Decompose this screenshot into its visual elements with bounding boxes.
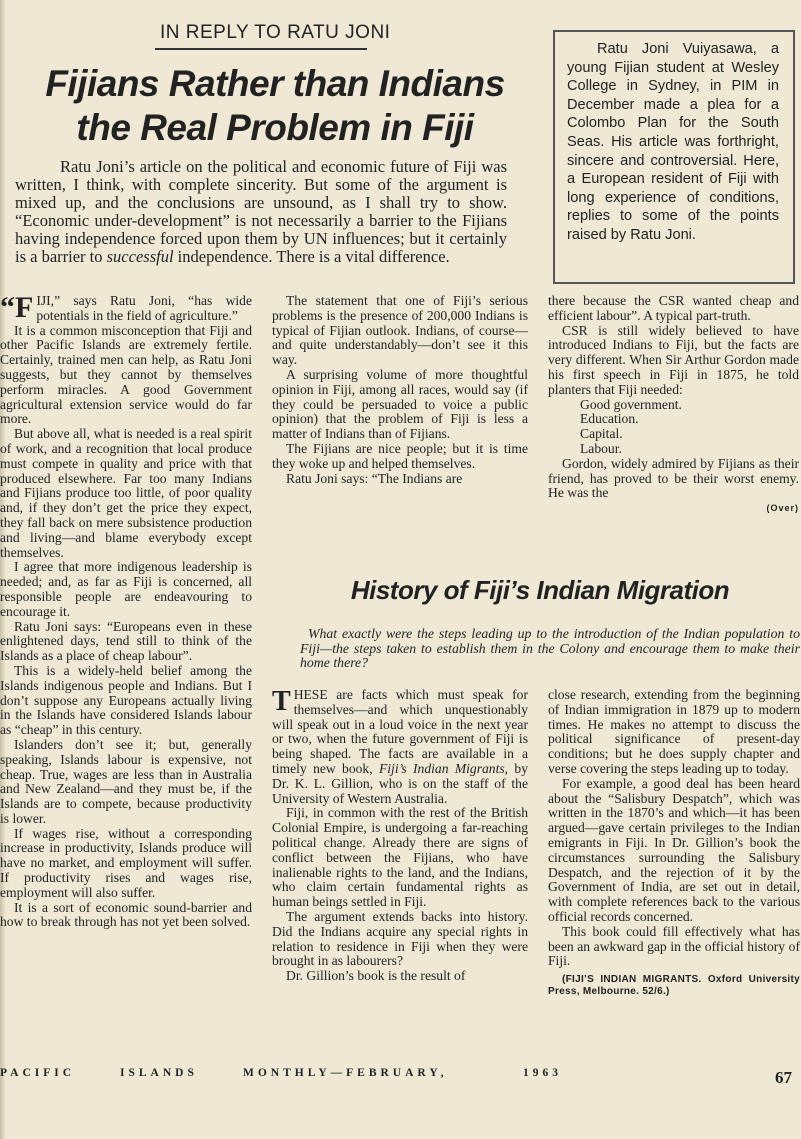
section-intro: What exactly were the steps leading up to the introduction of the Indian population to Fiji—the steps taken to establish them in the Colony and encourage them to make their home there?: [300, 626, 800, 670]
lead-paragraph: Ratu Joni’s article on the political and economic future of Fiji was written, I think, with complete sincerity. But some of the argument is mixed up, and the conclusions are unsound, as I shall try to show. “Economic under-development” is not necessarily a barrier to the Fijians having independence forced upon them by UN influences; but it certainly is a barrier to successful independence. There is a vital difference.: [15, 157, 507, 266]
list-item: Good government.: [580, 396, 682, 412]
footer-monthly-february: MONTHLY—FEBRUARY,: [243, 1067, 448, 1079]
section-column-1: [272, 688, 528, 984]
book-citation: (FIJI’S INDIAN MIGRANTS. Oxford University Press, Melbourne. 52/6.): [548, 974, 800, 998]
page-number: 67: [775, 1068, 792, 1087]
paragraph: Fiji, in common with the rest of the British Colonial Empire, is undergoing a far-reaching political change. Already there are signs of conflict between the Fijians, who have inalienable rights to the land, and the Indians, who claim certain fundamental rights as human beings settled in Fiji.: [272, 805, 528, 910]
paragraph: It is a common misconception that Fiji and other Pacific Islands are extremely fertile. Certainly, trained men can help, as Ratu Joni suggests, but they cannot by themselves perform miracles. A good Government agricultural extension service would do far more.: [0, 322, 252, 427]
headline-line-2: the Real Problem in Fiji: [76, 107, 474, 148]
paragraph: This book could fill effectively what has been an awkward gap in the official history of Fiji.: [548, 923, 800, 969]
lead-emphasis: successful: [106, 247, 174, 266]
article-column-2: [272, 294, 528, 486]
paragraph: The statement that one of Fiji’s serious problems is the presence of 200,000 Indians is typical of Fijian outlook. Indians, of course—and quite understandably—don’t see it this way.: [272, 293, 528, 368]
footer-year: 1963: [523, 1067, 562, 1079]
paragraph: close research, extending from the beginning of Indian immigration in 1879 up to modern times. He makes no attempt to discuss the political significance of present-day conditions; but he does supply chapter and verse covering the steps leading up to today.: [548, 687, 800, 776]
paragraph: there because the CSR wanted cheap and efficient labour”. A typical part-truth.: [548, 293, 799, 323]
drop-cap: T: [272, 686, 291, 717]
paragraph: Islanders don’t see it; but, generally speaking, Islands labour is expensive, not cheap. True, wages are less than in Australia and New Zealand—and they must be, if the Islands are to compete, because productivity is lower.: [0, 736, 252, 826]
section-heading: History of Fiji’s Indian Migration: [350, 575, 730, 605]
paragraph: It is a sort of economic sound-barrier and how to break through has not yet been solved.: [0, 899, 252, 930]
section-column-2: [548, 688, 800, 998]
paragraph: The Fijians are nice people; but it is time they woke up and helped themselves.: [272, 440, 528, 471]
paragraph: A surprising volume of more thoughtful opinion in Fiji, among all races, would say (if they could be persuaded to voice a public opinion) that the problem of Fiji is less a matter of Indians than of Fijians.: [272, 366, 528, 442]
article-column-3: [548, 294, 799, 516]
paragraph: For example, a good deal has been heard about the “Salisbury Despatch”, which was written in the 1870’s and which—it has been argued—gave certain privileges to the Indian emigrants in Fiji. In Dr. Gillion’s book the circumstances surrounding the Salisbury Despatch, and the rejection of it by the Government of India, are set out in detail, with complete references back to the various official records concerned.: [548, 775, 800, 924]
headline-line-1: Fijians Rather than Indians: [45, 63, 505, 104]
kicker-rule: [155, 48, 367, 50]
editor-note-box: [553, 30, 795, 284]
continued-over-marker: (Over): [766, 503, 799, 514]
paragraph: Gordon, widely admired by Fijians as their friend, has proved to be their worst enemy. He was the: [548, 455, 799, 501]
list-item: Labour.: [580, 440, 622, 456]
paragraph: The argument extends backs into history. Did the Indians acquire any special rights in relation to residence in Fiji when they were brought in as labourers?: [272, 908, 528, 969]
paragraph: But above all, what is needed is a real spirit of work, and a recognition that local produce must compete in quality and price with that produced elsewhere. Far too many Indians and Fijians produce too little, of poor quality and, if they don’t get the price they expect, they fall back on mere subsistence production and living—and blame everybody except themselves.: [0, 426, 252, 560]
drop-cap: “F: [0, 291, 34, 324]
book-title: Fiji’s Indian Migrants: [378, 760, 505, 776]
footer-pacific: PACIFIC: [0, 1067, 76, 1079]
editor-note-text: Ratu Joni Vuiyasawa, a young Fijian student at Wesley College in Sydney, in PIM in December made a plea for a Colombo Plan for the South Seas. His article was forthright, sincere and controversial. Here, a European resident of Fiji with long experience of conditions, replies to some of the points raised by Ratu Joni.: [567, 41, 779, 243]
needs-list: [580, 398, 799, 457]
footer-islands: ISLANDS: [120, 1067, 198, 1079]
opening-paragraph: “FIJI,” says Ratu Joni, “has wide potentials in the field of agriculture.”: [0, 291, 252, 324]
paragraph: This is a widely-held belief among the Islands indigenous people and Indians. But I don’t suppose any Europeans actually living in the Islands have considered Islands labour as “cheap” in this century.: [0, 662, 252, 738]
paragraph: I agree that more indigenous leadership is needed; and, as far as Fiji is concerned, all responsible people are endeavouring to encourage it.: [0, 559, 252, 619]
article-column-1: [0, 291, 252, 930]
paragraph: Ratu Joni says: “Europeans even in these enlightened days, tend still to think of the Islands as a place of cheap labour”.: [0, 618, 252, 664]
paragraph: Dr. Gillion’s book is the result of: [286, 968, 466, 984]
paragraph: CSR is still widely believed to have introduced Indians to Fiji, but the facts are very different. When Sir Arthur Gordon made his first speech in Fiji in 1875, he told planters that Fiji needed:: [548, 322, 799, 397]
kicker: IN REPLY TO RATU JONI: [160, 22, 391, 43]
list-item: Capital.: [580, 426, 623, 442]
list-item: Education.: [580, 411, 639, 427]
paragraph: Ratu Joni says: “The Indians are: [286, 470, 463, 486]
paragraph: If wages rise, without a corresponding increase in productivity, Islands produce will have no market, and employment will suffer. If productivity rises and wages rise, employment will also suffer.: [0, 825, 252, 900]
opening-paragraph: THESE are facts which must speak for themselves—and which unquestionably will speak out in a loud voice in the next year or two, when the future government of Fiji is being shaped. The facts are available in a timely new book, Fiji’s Indian Migrants, by Dr. K. L. Gillion, who is on the staff of the University of Western Australia.: [272, 686, 528, 806]
